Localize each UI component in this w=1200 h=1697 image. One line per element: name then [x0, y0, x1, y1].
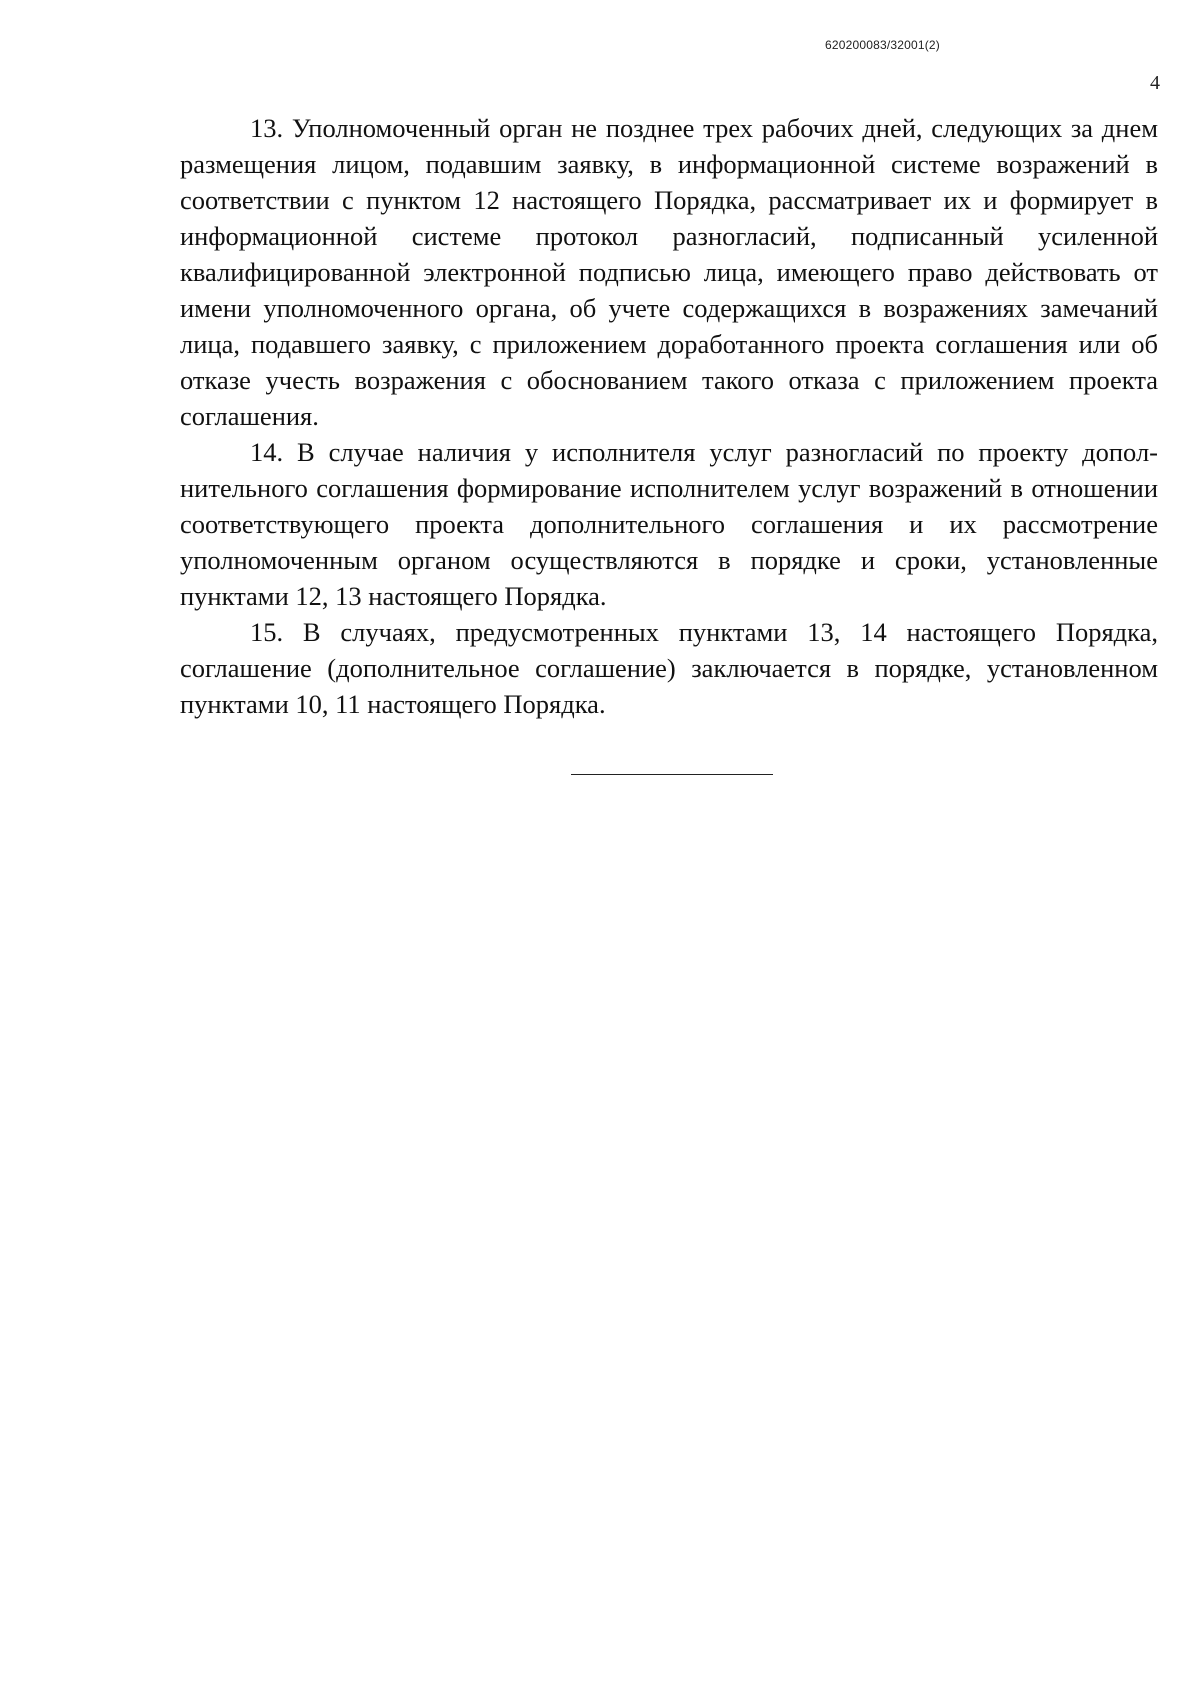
paragraph-14: 14. В случае наличия у исполнителя услуг разногласий по проекту дополнительного соглашения формирование исполнителем услуг возражений в отношении соответствующего проекта дополнительного соглашения и их рассмотрение уполномоченным органом осуществляются в порядке и сроки, установленные пунктами 12, 13 настоящего Порядка.	[180, 437, 1158, 611]
document-id: 620200083/32001(2)	[824, 38, 940, 52]
page-number: 4	[1150, 72, 1160, 94]
paragraph-13: 13. Уполномоченный орган не позднее трех рабочих дней, следующих за днем размещения лицом, подавшим заявку, в информационной системе возражений в соответствии с пунктом 12 настоящего Порядка, рассматривает их и формирует в информационной системе протокол разногласий, подписанный усиленной квалифицированной электронной подписью лица, имеющего право действовать от имени уполномоченного органа, об учете содержащихся в возражениях замечаний лица, подавшего заявку, с приложением доработанного проекта соглашения или об отказе учесть возражения с обоснованием такого отказа с приложением проекта соглашения.	[180, 113, 1158, 431]
end-divider	[571, 774, 773, 775]
document-body	[180, 110, 1158, 722]
paragraph-15: 15. В случаях, предусмотренных пунктами 13, 14 настоящего Порядка, соглашение (дополнительное соглашение) заключается в порядке, установленном пунктами 10, 11 настоящего Порядка.	[180, 617, 1158, 719]
